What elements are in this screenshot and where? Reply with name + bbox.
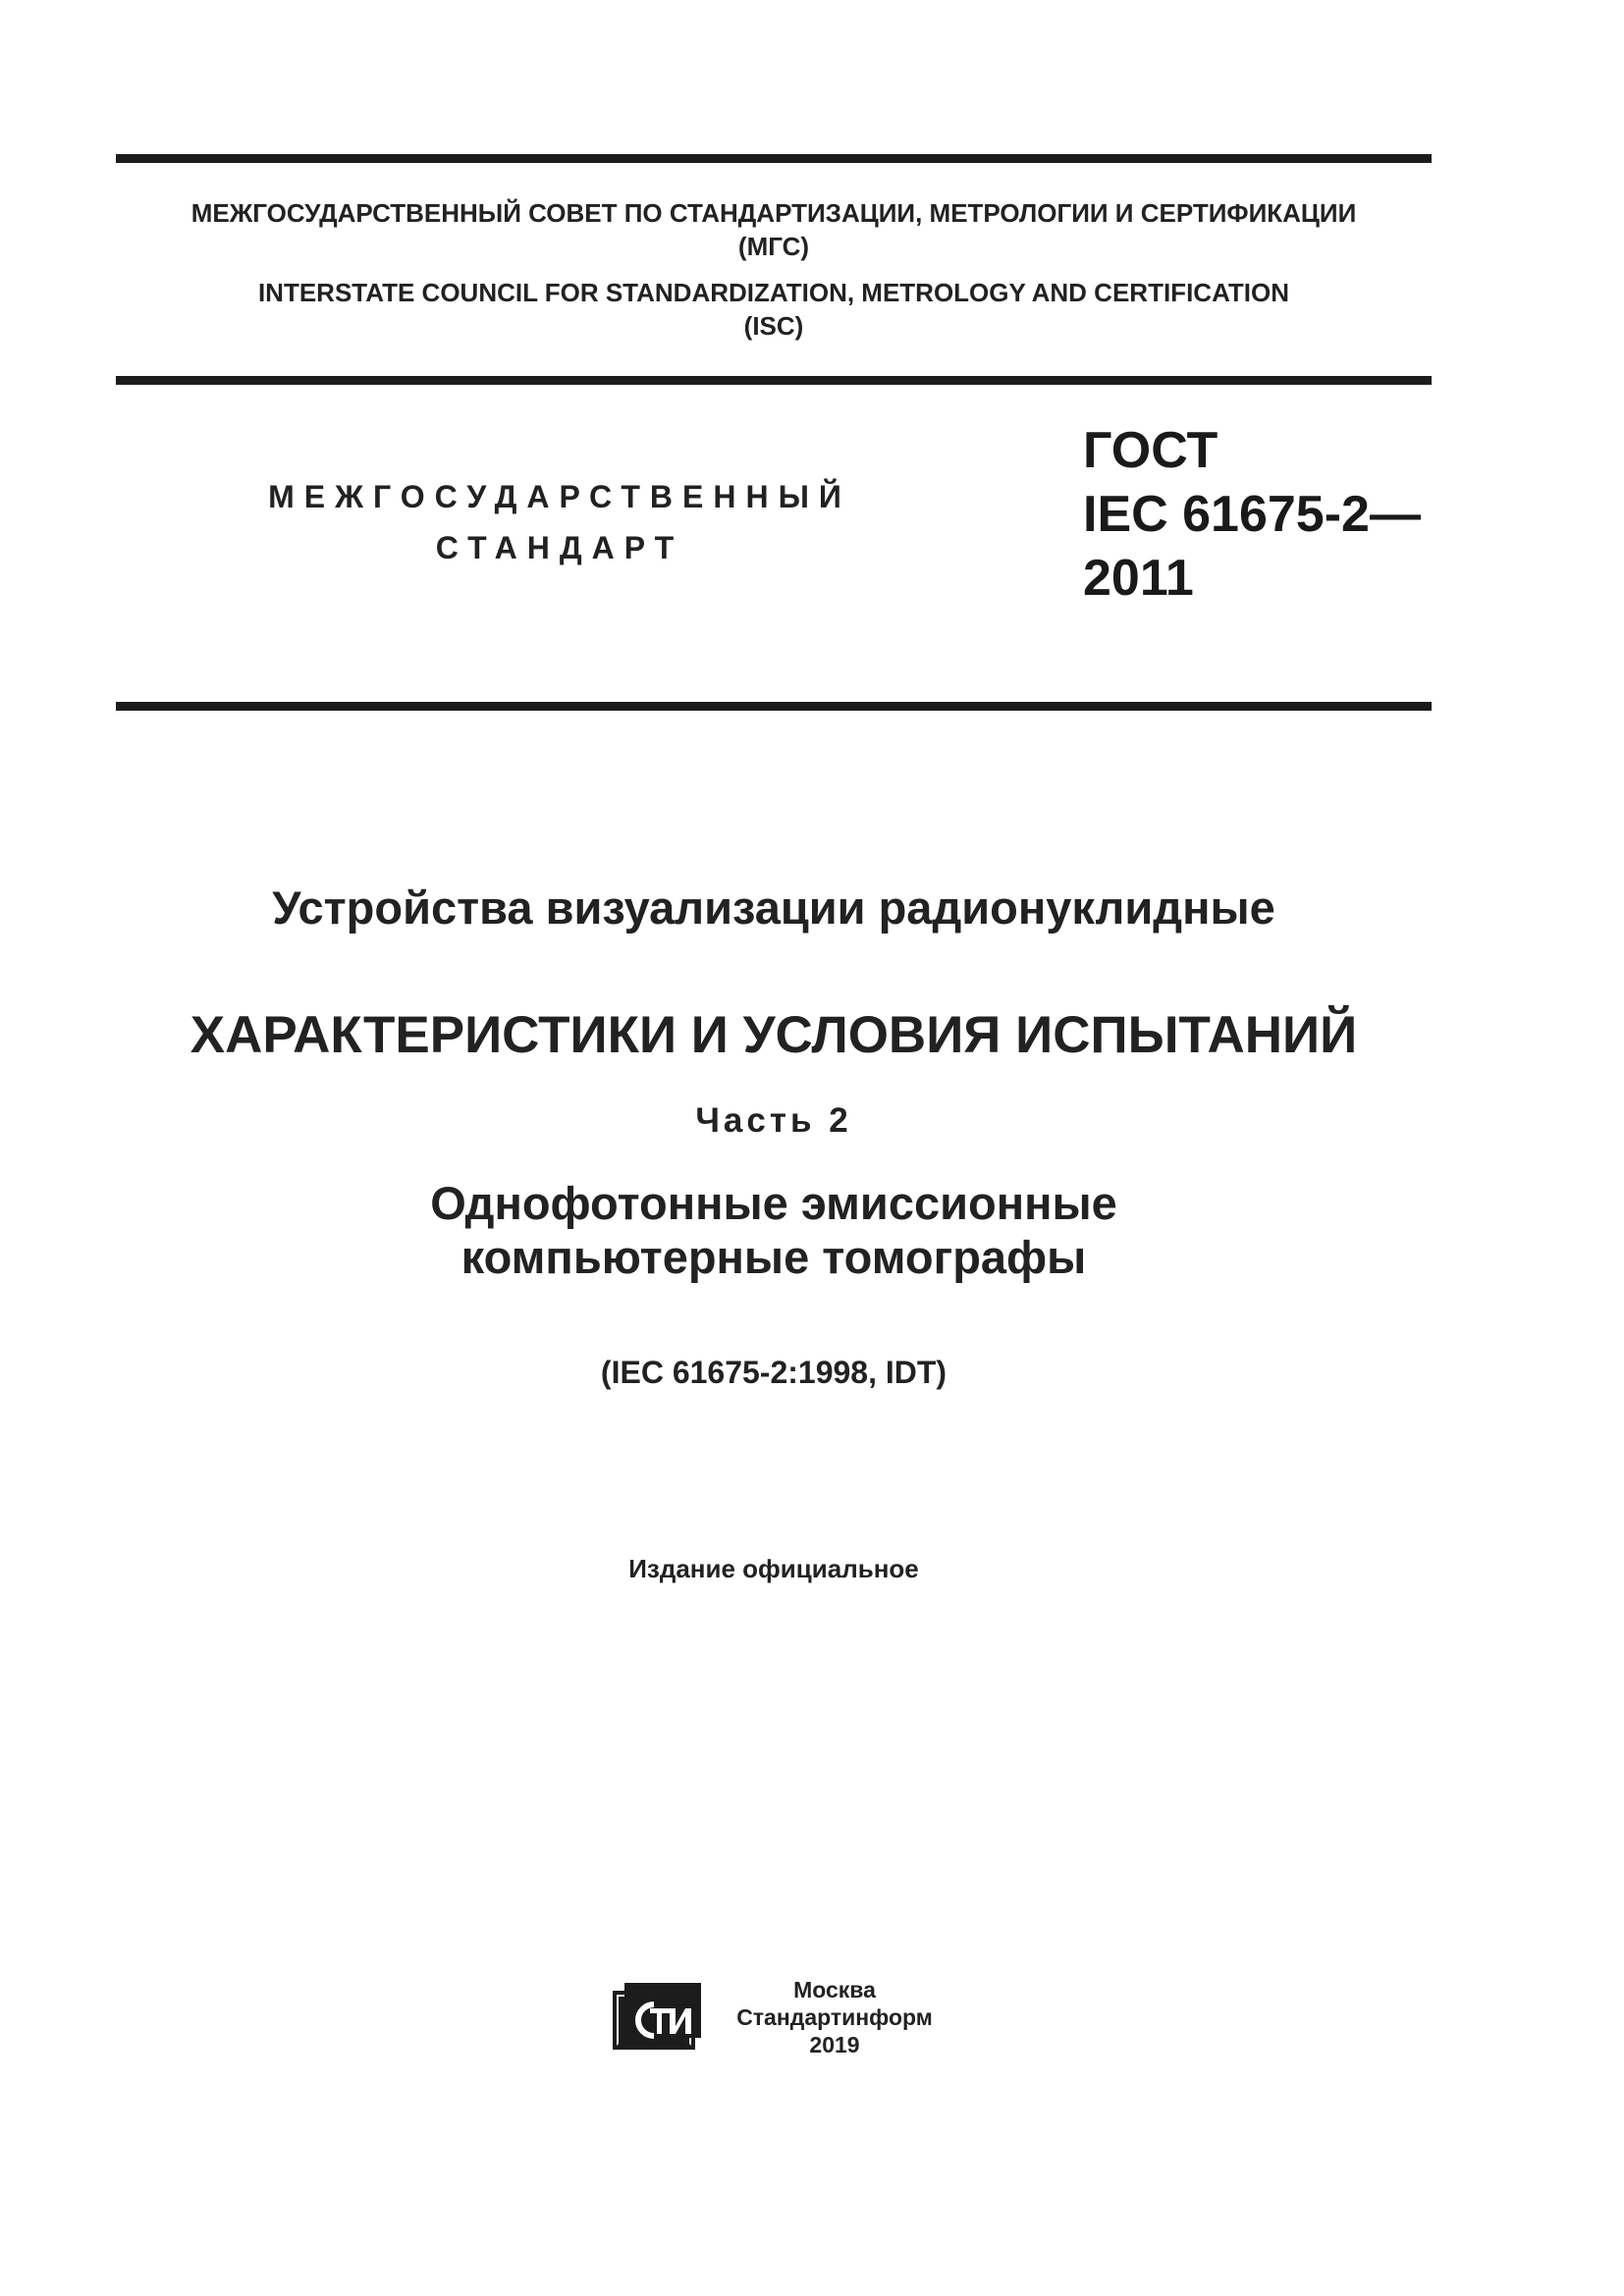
council-ru-name: МЕЖГОСУДАРСТВЕННЫЙ СОВЕТ ПО СТАНДАРТИЗАЦИИ, МЕТРОЛОГИИ И СЕРТИФИКАЦИИ (190, 198, 1357, 228)
edition-label: Издание официальное (628, 1554, 919, 1583)
publisher-name: Стандартинформ (736, 2004, 933, 2030)
publisher-year: 2019 (809, 2032, 860, 2057)
publisher-block (717, 1976, 952, 2058)
gost-line3: 2011 (1083, 550, 1194, 607)
iec-reference: (IEC 61675-2:1998, IDT) (600, 1355, 947, 1390)
gost-line2: IEC 61675-2— (1083, 486, 1421, 543)
standard-label (236, 471, 884, 573)
top-rule (116, 154, 1432, 163)
standartinform-logo-icon (611, 1979, 705, 2052)
middle-rule (116, 376, 1432, 385)
bottom-rule (116, 702, 1432, 711)
part-label: Часть 2 (695, 1101, 852, 1140)
standard-label-line2: СТАНДАРТ (435, 530, 684, 565)
publisher-city: Москва (793, 1977, 876, 2002)
council-ru-abbr: (МГС) (737, 232, 810, 261)
subtitle-line1: Однофотонные эмиссионные (430, 1177, 1117, 1229)
gost-line1: ГОСТ (1083, 422, 1218, 479)
subtitle-line2: компьютерные томографы (460, 1231, 1087, 1283)
council-ru (116, 196, 1432, 263)
council-en-abbr: (ISC) (743, 311, 804, 341)
gost-number (1083, 419, 1421, 611)
council-en-name: INTERSTATE COUNCIL FOR STANDARDIZATION, METROLOGY AND CERTIFICATION (257, 278, 1290, 307)
standard-label-line1: МЕЖГОСУДАРСТВЕННЫЙ (268, 479, 851, 514)
document-title-upper: ХАРАКТЕРИСТИКИ И УСЛОВИЯ ИСПЫТАНИЙ (189, 1006, 1358, 1064)
document-subtitle (116, 1176, 1432, 1284)
council-en (116, 276, 1432, 343)
document-title: Устройства визуализации радионуклидные (272, 881, 1275, 934)
